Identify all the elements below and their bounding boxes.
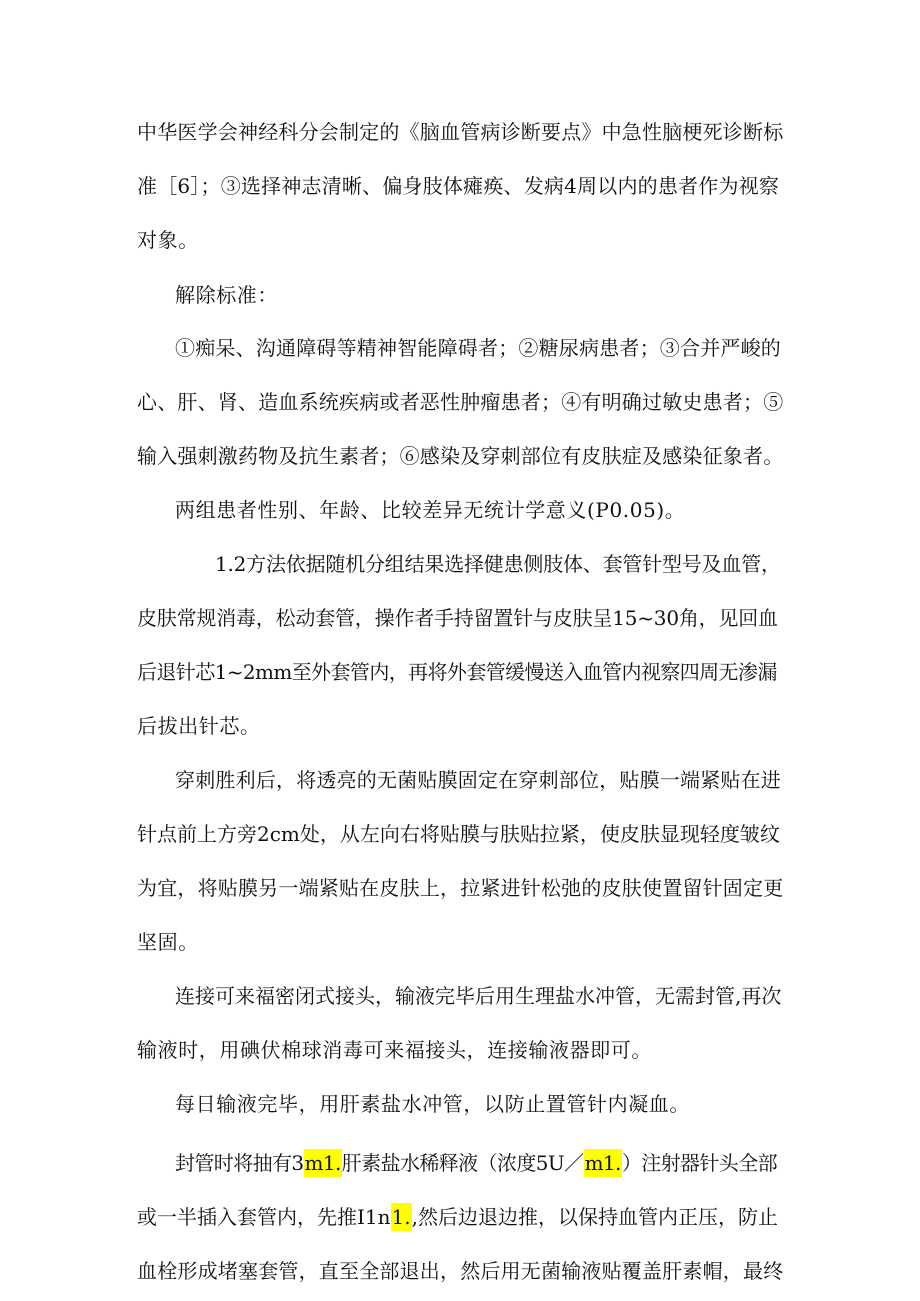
text-segment: 肝素盐水稀释液（浓度5U／ (341, 1151, 584, 1175)
paragraph-line: 坚固。 (137, 930, 199, 954)
text-segment: 封管时将抽有3 (175, 1151, 304, 1175)
paragraph-line: 针点前上方旁2cm处，从左向右将贴膜与肤贴拉紧，使皮肤显现轻度皱纹 (137, 822, 780, 846)
paragraph-line (175, 1148, 777, 1178)
section-heading: 解除标准： (175, 283, 278, 307)
paragraph-line: 输液时，用碘伏棉球消毒可来福接头，连接输液器即可。 (137, 1038, 652, 1062)
paragraph-line: 后退针芯1~2mm至外套管内，再将外套管缓慢送入血管内视察四周无渗漏 (137, 660, 777, 684)
paragraph-line: 皮肤常规消毒，松动套管，操作者手持留置针与皮肤呈15~30角，见回血 (137, 606, 778, 630)
paragraph-line: 穿刺胜利后，将透亮的无菌贴膜固定在穿刺部位，贴膜一端紧贴在进 (175, 768, 781, 792)
paragraph-line: 准［6］；③选择神志清晰、偏身肢体瘫痪、发病4周以内的患者作为视察 (137, 174, 780, 198)
paragraph-line: 1.2方法依据随机分组结果选择健患侧肢体、套管针型号及血管， (215, 552, 781, 576)
paragraph-line: 为宜，将贴膜另一端紧贴在皮肤上，拉紧进针松弛的皮肤使置留针固定更 (137, 876, 784, 900)
text-segment: 或一半插入套管内，先推I1n (137, 1205, 391, 1229)
highlighted-text: 1. (391, 1205, 411, 1229)
paragraph-line: 输入强刺激药物及抗生素者；⑥感染及穿刺部位有皮肤症及感染征象者。 (137, 444, 784, 468)
paragraph-line: 血栓形成堵塞套管，直至全部退出，然后用无菌输液贴覆盖肝素帽，最终 (137, 1259, 784, 1283)
paragraph-line: 后拔出针芯。 (137, 714, 261, 738)
paragraph-line: 两组患者性别、年龄、比较差异无统计学意义(P0.05)。 (175, 498, 686, 522)
highlighted-text: m1. (304, 1151, 341, 1175)
paragraph-line: ①痴呆、沟通障碍等精神智能障碍者；②糖尿病患者；③合并严峻的 (175, 336, 781, 360)
text-segment: ,然后边退边推，以保持血管内正压，防止 (411, 1205, 778, 1229)
text-segment: ）注射器针头全部 (621, 1151, 778, 1175)
paragraph-line: 对象。 (137, 228, 199, 252)
paragraph-line: 中华医学会神经科分会制定的《脑血管病诊断要点》中急性脑梗死诊断标 (137, 120, 784, 144)
paragraph-line (137, 1202, 778, 1232)
highlighted-text: m1. (584, 1151, 621, 1175)
paragraph-line: 连接可来福密闭式接头，输液完毕后用生理盐水冲管，无需封管,再次 (175, 984, 782, 1008)
paragraph-line: 每日输液完毕，用肝素盐水冲管，以防止置管针内凝血。 (175, 1092, 690, 1116)
paragraph-line: 心、肝、肾、造血系统疾病或者恶性肿瘤患者；④有明确过敏史患者；⑤ (137, 390, 784, 414)
